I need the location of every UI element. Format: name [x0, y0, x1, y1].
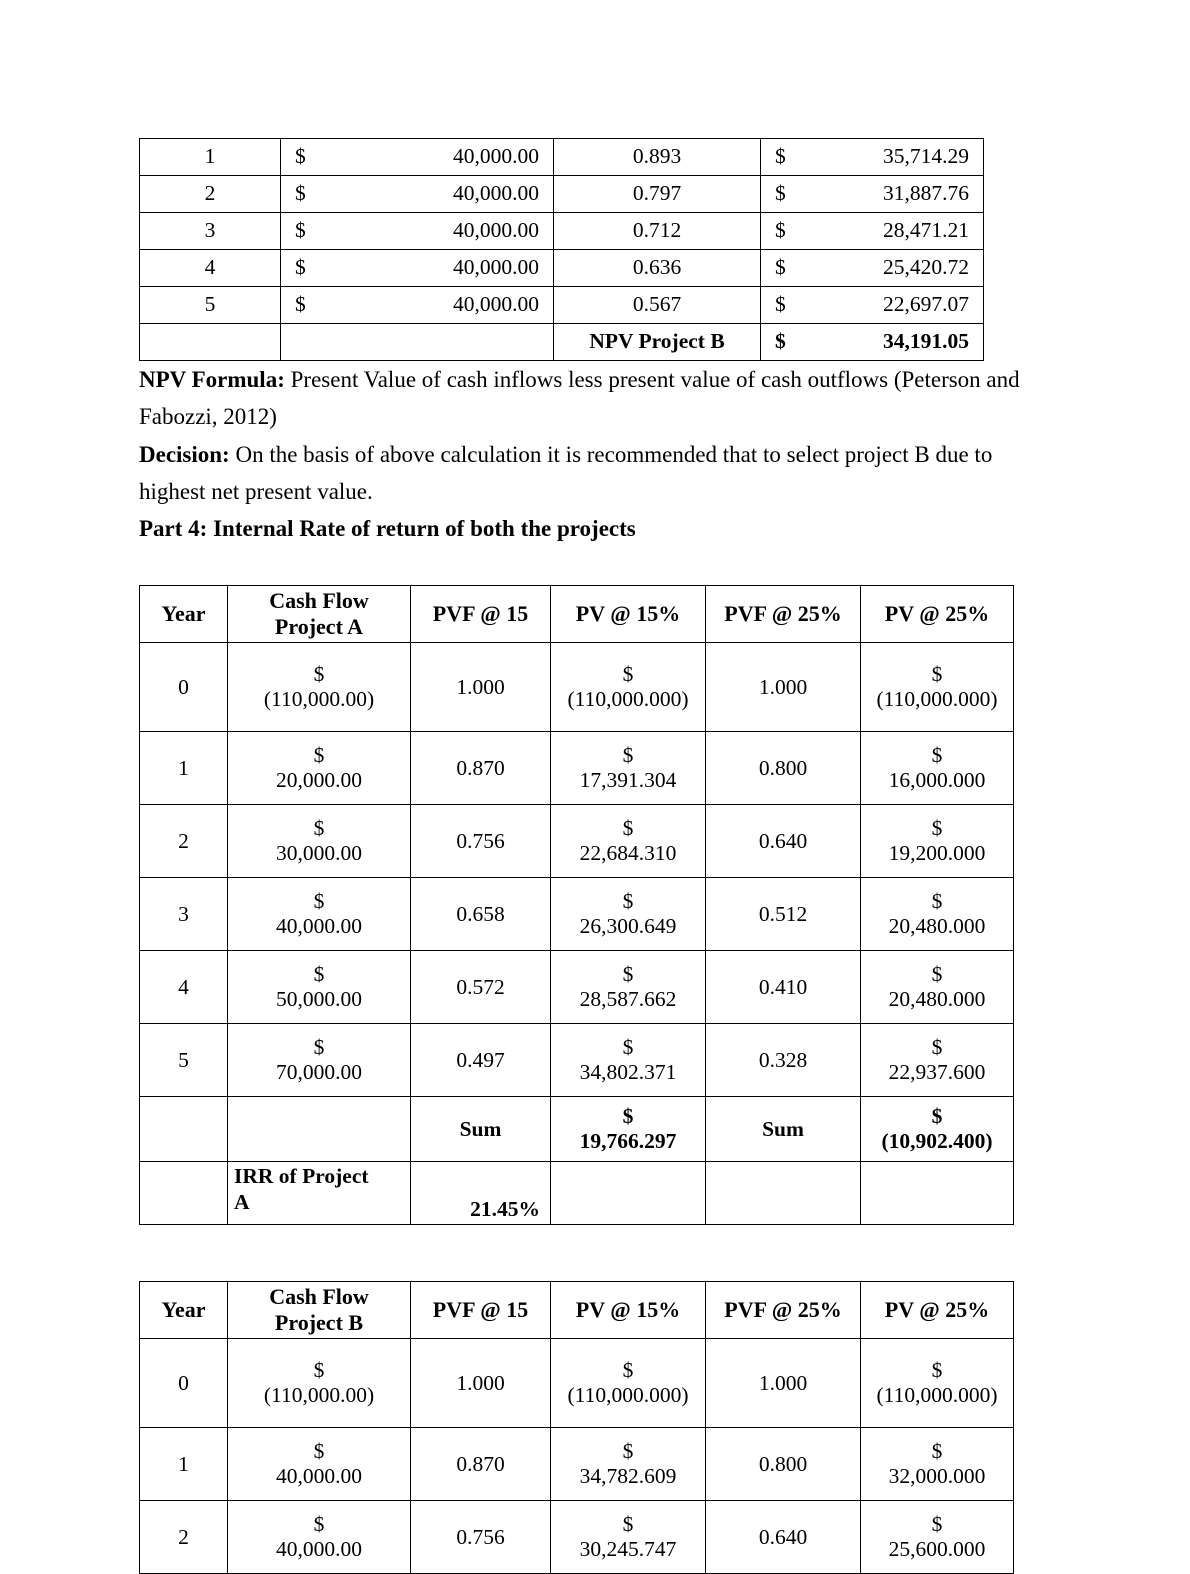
decision-label: Decision:	[139, 441, 230, 467]
cell-pvf-25: 0.640	[706, 1501, 861, 1574]
cell-pv-15	[551, 1024, 706, 1097]
amount: 26,300.649	[579, 914, 677, 939]
amount: 40,000.00	[276, 1537, 362, 1562]
currency-symbol: $	[775, 329, 786, 354]
table-row	[140, 1024, 1014, 1097]
header-cash-flow-line2: Project B	[274, 1310, 364, 1336]
header-pv-15: PV @ 15%	[551, 1282, 706, 1339]
table-irr-project-a	[139, 585, 1014, 1225]
cell-pvf: 0.712	[554, 213, 761, 250]
cell-year: 2	[140, 1501, 228, 1574]
irr-label-line1: IRR of Project	[234, 1164, 369, 1189]
currency-symbol: $	[313, 1511, 325, 1536]
amount: 20,480.000	[888, 914, 986, 939]
amount: 40,000.00	[276, 914, 362, 939]
currency-symbol: $	[931, 1357, 943, 1382]
amount: (110,000.000)	[567, 687, 689, 712]
cell-pv	[761, 139, 984, 176]
cell-pvf-15: 0.658	[411, 878, 551, 951]
cell-cash-flow	[281, 250, 554, 287]
amount: 35,714.29	[883, 144, 969, 169]
currency-symbol: $	[775, 255, 786, 280]
cell-pv-25	[861, 1339, 1014, 1428]
cell-cash-flow	[281, 213, 554, 250]
cell-pv	[761, 213, 984, 250]
currency-symbol: $	[622, 1511, 634, 1536]
cell-empty	[228, 1097, 411, 1162]
amount: 30,000.00	[276, 841, 362, 866]
cell-cash-flow	[281, 139, 554, 176]
cell-pv-15	[551, 643, 706, 732]
amount: 17,391.304	[579, 768, 677, 793]
currency-symbol: $	[622, 1103, 634, 1128]
table-row	[140, 1339, 1014, 1428]
table-row	[140, 805, 1014, 878]
table-row	[140, 287, 984, 324]
heading-part-4: Part 4: Internal Rate of return of both the projects	[139, 516, 636, 541]
table-row	[140, 213, 984, 250]
cell-year: 1	[140, 139, 281, 176]
header-pv-25: PV @ 25%	[861, 586, 1014, 643]
amount: 25,600.000	[888, 1537, 986, 1562]
amount: 31,887.76	[883, 181, 969, 206]
cell-cash-flow	[228, 805, 411, 878]
cell-pvf-25: 1.000	[706, 1339, 861, 1428]
cell-empty	[861, 1162, 1014, 1225]
cell-pvf: 0.893	[554, 139, 761, 176]
header-cash-flow	[228, 586, 411, 643]
cell-cash-flow	[281, 287, 554, 324]
cell-empty	[140, 324, 281, 361]
cell-cash-flow	[228, 951, 411, 1024]
header-cash-flow-line2: Project A	[274, 614, 364, 640]
cell-year: 4	[140, 951, 228, 1024]
currency-symbol: $	[622, 961, 634, 986]
amount: 40,000.00	[453, 292, 539, 317]
amount: 22,697.07	[883, 292, 969, 317]
document-content	[139, 138, 1051, 1574]
cell-pv-15	[551, 1501, 706, 1574]
header-pvf-25: PVF @ 25%	[706, 1282, 861, 1339]
decision-text: On the basis of above calculation it is recommended that to select project B due to highest net present value.	[139, 441, 993, 504]
cell-pv	[761, 287, 984, 324]
amount: 34,191.05	[883, 329, 969, 354]
cell-pvf-25: 0.640	[706, 805, 861, 878]
header-cash-flow-line1: Cash Flow	[269, 588, 369, 614]
amount: (110,000.00)	[263, 687, 375, 712]
currency-symbol: $	[295, 181, 306, 206]
header-year: Year	[140, 1282, 228, 1339]
currency-symbol: $	[313, 1357, 325, 1382]
currency-symbol: $	[931, 1103, 943, 1128]
currency-symbol: $	[622, 1357, 634, 1382]
amount: 25,420.72	[883, 255, 969, 280]
header-cash-flow-line1: Cash Flow	[269, 1284, 369, 1310]
table-gap	[139, 1225, 1051, 1281]
cell-empty	[140, 1162, 228, 1225]
amount: (110,000.000)	[876, 1383, 998, 1408]
cell-year: 2	[140, 805, 228, 878]
cell-pv-15	[551, 951, 706, 1024]
header-pvf-25: PVF @ 25%	[706, 586, 861, 643]
irr-label-line2: A	[234, 1189, 250, 1214]
currency-symbol: $	[313, 1034, 325, 1059]
cell-irr-value: 21.45%	[411, 1162, 551, 1225]
cell-pvf-15: 0.756	[411, 1501, 551, 1574]
cell-pvf-25: 0.410	[706, 951, 861, 1024]
cell-sum-25	[861, 1097, 1014, 1162]
amount: 22,937.600	[888, 1060, 986, 1085]
cell-pv-25	[861, 878, 1014, 951]
currency-symbol: $	[931, 1511, 943, 1536]
currency-symbol: $	[295, 255, 306, 280]
cell-pvf: 0.636	[554, 250, 761, 287]
cell-cash-flow	[228, 1428, 411, 1501]
amount: 30,245.747	[579, 1537, 677, 1562]
cell-pv	[761, 176, 984, 213]
currency-symbol: $	[295, 218, 306, 243]
header-year: Year	[140, 586, 228, 643]
cell-pvf: 0.797	[554, 176, 761, 213]
amount: 40,000.00	[453, 144, 539, 169]
cell-year: 3	[140, 213, 281, 250]
cell-pvf-25: 1.000	[706, 643, 861, 732]
currency-symbol: $	[622, 1034, 634, 1059]
header-pv-15: PV @ 15%	[551, 586, 706, 643]
currency-symbol: $	[622, 1438, 634, 1463]
table-header-row	[140, 586, 1014, 643]
table-npv-project-b	[139, 138, 984, 361]
cell-cash-flow	[228, 1501, 411, 1574]
amount: 32,000.000	[888, 1464, 986, 1489]
cell-pv-25	[861, 732, 1014, 805]
amount: 20,480.000	[888, 987, 986, 1012]
cell-pv-25	[861, 1024, 1014, 1097]
paragraph-decision	[139, 436, 1051, 511]
cell-pvf-25: 0.800	[706, 732, 861, 805]
cell-sum-15	[551, 1097, 706, 1162]
amount: (110,000.000)	[567, 1383, 689, 1408]
table-header-row	[140, 1282, 1014, 1339]
cell-year: 0	[140, 643, 228, 732]
currency-symbol: $	[313, 742, 325, 767]
cell-year: 4	[140, 250, 281, 287]
cell-pv-25	[861, 1428, 1014, 1501]
amount: (10,902.400)	[881, 1129, 993, 1154]
currency-symbol: $	[313, 1438, 325, 1463]
cell-pv-25	[861, 1501, 1014, 1574]
cell-pvf-15: 0.572	[411, 951, 551, 1024]
cell-pvf: 0.567	[554, 287, 761, 324]
cell-pvf-15: 0.756	[411, 805, 551, 878]
amount: 34,782.609	[579, 1464, 677, 1489]
currency-symbol: $	[931, 661, 943, 686]
amount: 40,000.00	[453, 255, 539, 280]
currency-symbol: $	[775, 181, 786, 206]
amount: (110,000.000)	[876, 687, 998, 712]
cell-pv-15	[551, 1339, 706, 1428]
table-row	[140, 1428, 1014, 1501]
cell-cash-flow	[228, 1024, 411, 1097]
currency-symbol: $	[313, 661, 325, 686]
table-row	[140, 732, 1014, 805]
amount: 28,587.662	[579, 987, 677, 1012]
cell-pvf-25: 0.328	[706, 1024, 861, 1097]
amount: 40,000.00	[276, 1464, 362, 1489]
cell-pv	[761, 250, 984, 287]
amount: 40,000.00	[453, 181, 539, 206]
cell-pv-25	[861, 643, 1014, 732]
cell-year: 1	[140, 732, 228, 805]
currency-symbol: $	[775, 292, 786, 317]
cell-year: 1	[140, 1428, 228, 1501]
cell-cash-flow	[281, 176, 554, 213]
amount: 34,802.371	[579, 1060, 677, 1085]
currency-symbol: $	[931, 815, 943, 840]
table-row	[140, 139, 984, 176]
npv-formula-text: Present Value of cash inflows less present value of cash outflows (Peterson and Fabozzi, 2012)	[139, 367, 1020, 430]
cell-pvf-15: 0.497	[411, 1024, 551, 1097]
cell-pvf-25: 0.512	[706, 878, 861, 951]
cell-pv-15	[551, 805, 706, 878]
table-irr-project-b	[139, 1281, 1014, 1574]
cell-cash-flow	[228, 732, 411, 805]
header-pvf-15: PVF @ 15	[411, 586, 551, 643]
amount: 16,000.000	[888, 768, 986, 793]
amount: 20,000.00	[276, 768, 362, 793]
currency-symbol: $	[313, 888, 325, 913]
currency-symbol: $	[931, 742, 943, 767]
cell-cash-flow	[228, 878, 411, 951]
cell-pv-25	[861, 805, 1014, 878]
cell-year: 5	[140, 1024, 228, 1097]
amount: 40,000.00	[453, 218, 539, 243]
cell-empty	[281, 324, 554, 361]
npv-formula-label: NPV Formula:	[139, 367, 285, 392]
cell-pv-15	[551, 1428, 706, 1501]
cell-pv-15	[551, 732, 706, 805]
currency-symbol: $	[313, 815, 325, 840]
table-row-sum	[140, 1097, 1014, 1162]
currency-symbol: $	[295, 144, 306, 169]
amount: 19,200.000	[888, 841, 986, 866]
amount: 50,000.00	[276, 987, 362, 1012]
table-row	[140, 878, 1014, 951]
amount: 70,000.00	[276, 1060, 362, 1085]
table-row	[140, 951, 1014, 1024]
cell-empty	[706, 1162, 861, 1225]
cell-pv-15	[551, 878, 706, 951]
currency-symbol: $	[622, 815, 634, 840]
cell-cash-flow	[228, 1339, 411, 1428]
currency-symbol: $	[931, 1034, 943, 1059]
currency-symbol: $	[775, 218, 786, 243]
currency-symbol: $	[931, 888, 943, 913]
cell-sum-label-15: Sum	[411, 1097, 551, 1162]
cell-year: 5	[140, 287, 281, 324]
currency-symbol: $	[622, 661, 634, 686]
table-row	[140, 250, 984, 287]
currency-symbol: $	[622, 742, 634, 767]
cell-year: 3	[140, 878, 228, 951]
amount: 19,766.297	[579, 1129, 677, 1154]
cell-empty	[551, 1162, 706, 1225]
table-row	[140, 643, 1014, 732]
table-row-total	[140, 324, 984, 361]
amount: (110,000.00)	[263, 1383, 375, 1408]
cell-pvf-15: 0.870	[411, 732, 551, 805]
currency-symbol: $	[931, 1438, 943, 1463]
cell-pvf-25: 0.800	[706, 1428, 861, 1501]
cell-pv-25	[861, 951, 1014, 1024]
currency-symbol: $	[622, 888, 634, 913]
cell-pvf-15: 0.870	[411, 1428, 551, 1501]
cell-sum-label-25: Sum	[706, 1097, 861, 1162]
cell-irr-label	[228, 1162, 411, 1225]
cell-year: 2	[140, 176, 281, 213]
currency-symbol: $	[931, 961, 943, 986]
header-pv-25: PV @ 25%	[861, 1282, 1014, 1339]
cell-npv-value	[761, 324, 984, 361]
currency-symbol: $	[313, 961, 325, 986]
cell-empty	[140, 1097, 228, 1162]
header-cash-flow	[228, 1282, 411, 1339]
header-pvf-15: PVF @ 15	[411, 1282, 551, 1339]
cell-npv-label: NPV Project B	[554, 324, 761, 361]
cell-year: 0	[140, 1339, 228, 1428]
paragraph-npv-formula	[139, 361, 1051, 436]
cell-pvf-15: 1.000	[411, 1339, 551, 1428]
amount: 28,471.21	[883, 218, 969, 243]
table-row	[140, 176, 984, 213]
table-row	[140, 1501, 1014, 1574]
cell-cash-flow	[228, 643, 411, 732]
amount: 22,684.310	[579, 841, 677, 866]
currency-symbol: $	[775, 144, 786, 169]
cell-pvf-15: 1.000	[411, 643, 551, 732]
currency-symbol: $	[295, 292, 306, 317]
table-row-irr	[140, 1162, 1014, 1225]
